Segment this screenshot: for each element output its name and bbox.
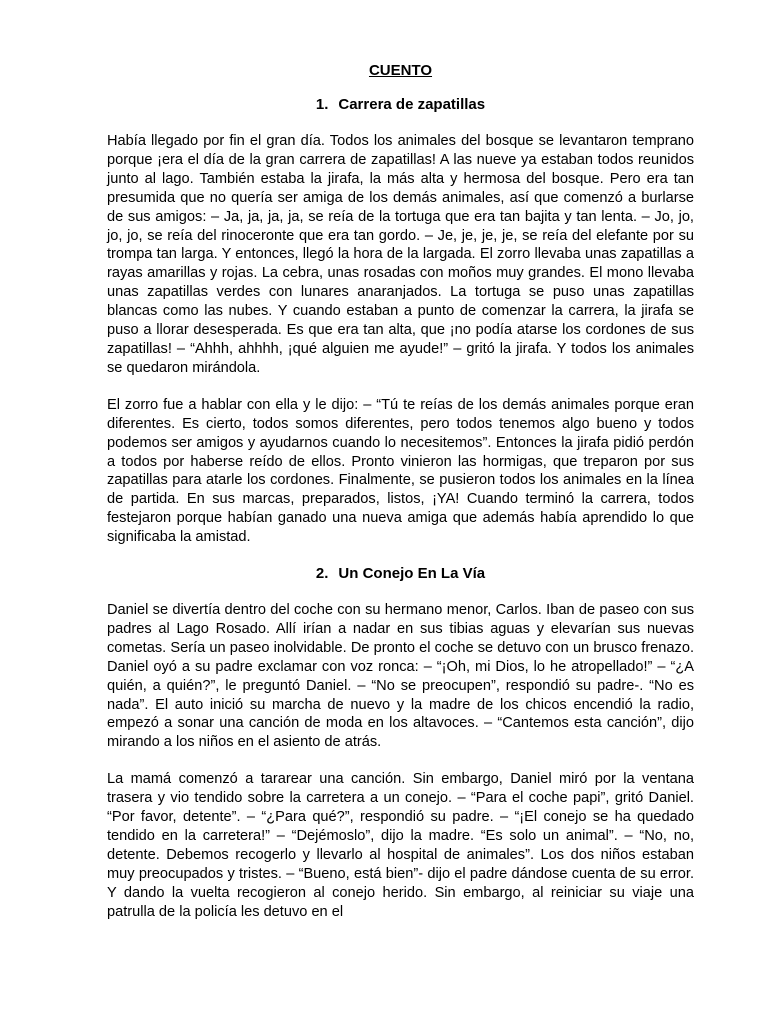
paragraph: Daniel se divertía dentro del coche con su hermano menor, Carlos. Iban de paseo con sus padres al Lago Rosado. Allí irían a nadar en sus tibias aguas y elevarían sus nuevas cometas. Sería un paseo inolvidable. De pronto el coche se detuvo con un brusco frenazo. Daniel oyó a su padre exclamar con voz ronca: – “¡Oh, mi Dios, lo he atropellado!” – “¿A quién, a quién?”, le preguntó Daniel. – “No se preocupen”, respondió su padre-. “No es nada”. El auto inició su marcha de nuevo y la madre de los chicos encendió la radio, empezó a sonar una canción de moda en los altavoces. – “Cantemos esta canción”, dijo mirando a los niños en el asiento de atrás. <box>107 602 694 751</box>
document-title: CUENTO <box>368 62 433 79</box>
story-1 <box>107 96 694 547</box>
story-2 <box>107 565 694 922</box>
paragraph: Había llegado por fin el gran día. Todos los animales del bosque se levantaron temprano porque ¡era el día de la gran carrera de zapatillas! A las nueve ya estaban todos reunidos junto al lago. También estaba la jirafa, la más alta y hermosa del bosque. Pero era tan presumida que no quería ser amiga de los demás animales, así que comenzó a burlarse de sus amigos: – Ja, ja, ja, ja, se reía de la tortuga que era tan bajita y tan lenta. – Jo, jo, jo, jo, se reía del rinoceronte que era tan gordo. – Je, je, je, je, se reía del elefante por su trompa tan larga. Y entonces, llegó la hora de la largada. El zorro llevaba unas zapatillas a rayas amarillas y rojas. La cebra, unas rosadas con moños muy grandes. El mono llevaba unas zapatillas verdes con lunares anaranjados. La tortuga se puso unas zapatillas blancas como las nubes. Y cuando estaban a punto de comenzar la carrera, la jirafa se puso a llorar desesperada. Es que era tan alta, que ¡no podía atarse los cordones de sus zapatillas! – “Ahhh, ahhhh, ¡qué alguien me ayude!” – gritó la jirafa. Y todos los animales se quedaron mirándola. <box>107 133 694 376</box>
paragraph: El zorro fue a hablar con ella y le dijo: – “Tú te reías de los demás animales porque eran diferentes. Es cierto, todos somos diferentes, pero todos tenemos algo bueno y todos podemos ser amigos y ayudarnos cuando lo necesitemos”. Entonces la jirafa pidió perdón a todos por haberse reído de ellos. Pronto vinieron las hormigas, que treparon por sus zapatillas para atarle los cordones. Finalmente, se pusieron todos los animales en la línea de partida. En sus marcas, preparados, listos, ¡YA! Cuando terminó la carrera, todos festejaron porque habían ganado una nueva amiga que además había aprendido lo que significaba la amistad. <box>107 396 694 546</box>
story-number: 1. <box>315 96 329 113</box>
story-number: 2. <box>315 565 329 583</box>
story-title: Un Conejo En La Vía <box>338 565 486 583</box>
story-heading <box>107 96 694 114</box>
story-title: Carrera de zapatillas <box>338 96 486 113</box>
paragraph: La mamá comenzó a tararear una canción. Sin embargo, Daniel miró por la ventana trasera y vio tendido sobre la carretera a un conejo. – “Para el coche papi”, gritó Daniel. “Por favor, detente”. – “¿Para qué?”, respondió su padre. – “¡El conejo se ha quedado tendido en la carretera!” – “Dejémoslo”, dijo la madre. “Es solo un animal”. – “No, no, detente. Debemos recogerlo y llevarlo al hospital de animales”. Los dos niños estaban muy preocupados y tristes. – “Bueno, está bien”- dijo el padre dándose cuenta de su error. Y dando la vuelta recogieron al conejo herido. Sin embargo, al reiniciar su viaje una patrulla de la policía les detuvo en el <box>107 771 694 920</box>
story-heading <box>107 565 694 583</box>
